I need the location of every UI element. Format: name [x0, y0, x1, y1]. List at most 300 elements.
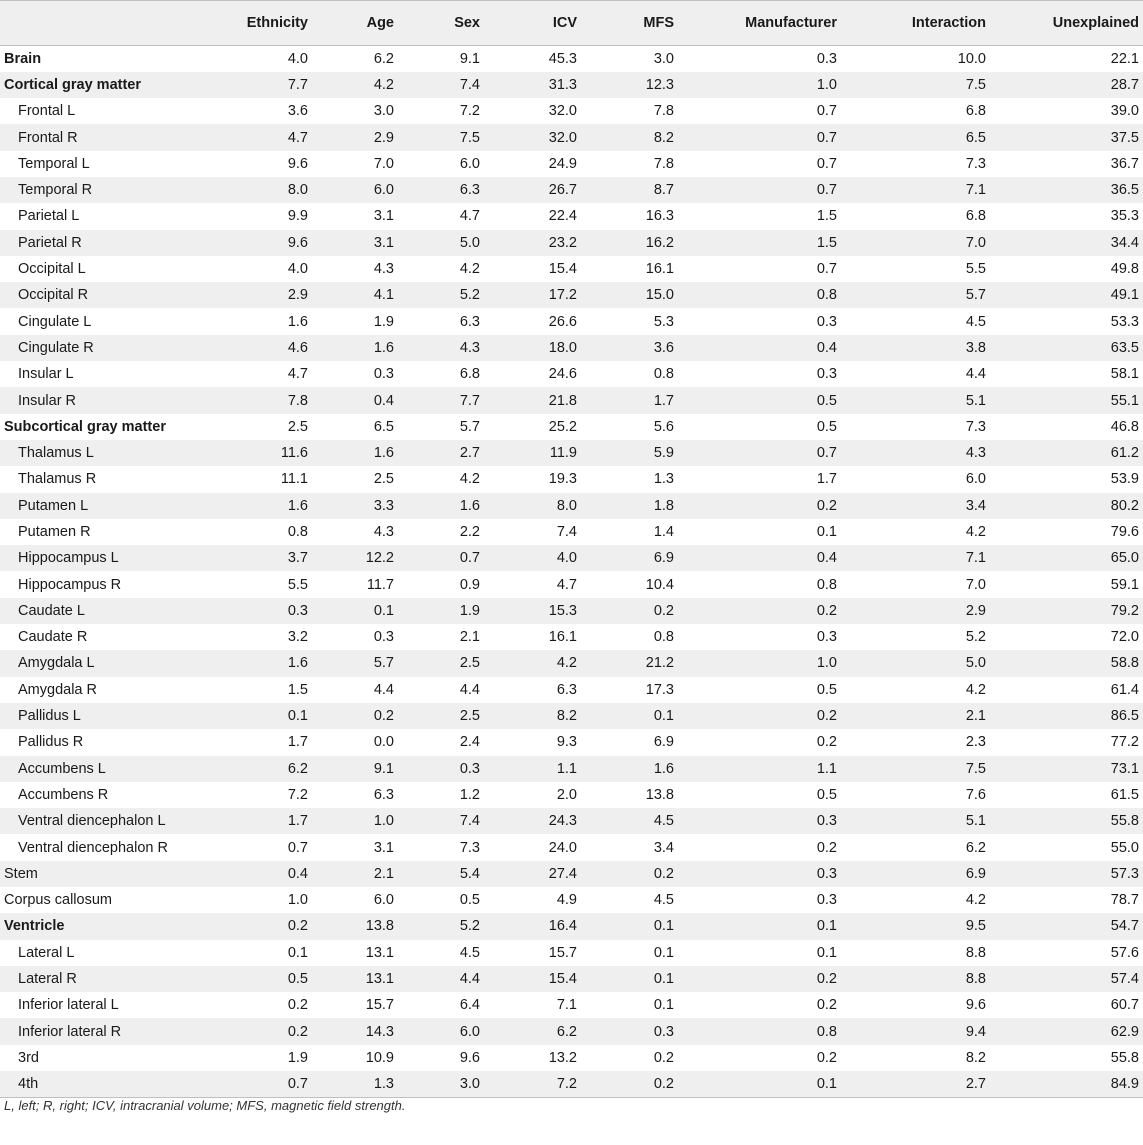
- table-cell: 8.2: [556, 708, 577, 725]
- row-label: Cingulate L: [18, 313, 92, 330]
- table-cell: 22.1: [1110, 50, 1139, 67]
- table-cell: 2.1: [459, 629, 480, 646]
- table-cell: 1.7: [287, 813, 308, 830]
- table-cell: 5.2: [459, 287, 480, 304]
- table-cell: 1.9: [287, 1049, 308, 1066]
- table-cell: 2.9: [287, 287, 308, 304]
- table-cell: 3.8: [965, 339, 986, 356]
- table-cell: 13.8: [365, 918, 394, 935]
- table-cell: 3.0: [653, 50, 674, 67]
- table-cell: 4.2: [373, 76, 394, 93]
- table-cell: 0.8: [816, 287, 837, 304]
- table-cell: 0.3: [816, 629, 837, 646]
- table-cell: 3.4: [653, 839, 674, 856]
- table-cell: 0.1: [653, 997, 674, 1014]
- table-cell: 4.2: [459, 471, 480, 488]
- table-cell: 6.0: [459, 1023, 480, 1040]
- column-header: Interaction: [841, 1, 990, 46]
- row-label: Cingulate R: [18, 339, 94, 356]
- table-row: [0, 203, 1143, 229]
- table-cell: 16.4: [548, 918, 577, 935]
- table-cell: 0.3: [373, 366, 394, 383]
- row-label: 4th: [0, 1071, 226, 1097]
- table-cell: 32.0: [548, 129, 577, 146]
- row-label: Putamen L: [18, 497, 89, 514]
- table-cell: 1.6: [373, 339, 394, 356]
- table-cell: 7.1: [965, 550, 986, 567]
- row-label: Amygdala L: [18, 655, 95, 672]
- table-cell: 63.5: [1110, 339, 1139, 356]
- table-cell: 10.4: [645, 576, 674, 593]
- table-cell: 7.8: [653, 103, 674, 120]
- table-cell: 0.1: [287, 944, 308, 961]
- table-cell: 5.7: [373, 655, 394, 672]
- table-cell: 4.4: [965, 366, 986, 383]
- table-cell: 7.0: [373, 155, 394, 172]
- table-row: [0, 677, 1143, 703]
- table-cell: 7.4: [459, 76, 480, 93]
- table-cell: 57.6: [1110, 944, 1139, 961]
- table-cell: 4.2: [965, 681, 986, 698]
- table-row: [0, 598, 1143, 624]
- table-row: [0, 913, 1143, 939]
- table-cell: 0.1: [653, 944, 674, 961]
- table-cell: 4.0: [556, 550, 577, 567]
- table-cell: 6.2: [556, 1023, 577, 1040]
- table-cell: 7.4: [459, 813, 480, 830]
- table-cell: 0.2: [816, 497, 837, 514]
- table-cell: 0.8: [653, 629, 674, 646]
- table-cell: 55.8: [1110, 1049, 1139, 1066]
- row-label: Hippocampus L: [18, 550, 119, 567]
- table-cell: 4.2: [965, 892, 986, 909]
- table-cell: 0.2: [373, 708, 394, 725]
- table-cell: 0.5: [816, 418, 837, 435]
- table-cell: 55.8: [1110, 813, 1139, 830]
- table-cell: 79.6: [1110, 523, 1139, 540]
- table-cell: 9.9: [287, 208, 308, 225]
- table-cell: 4.6: [287, 339, 308, 356]
- table-cell: 6.0: [373, 182, 394, 199]
- row-label: Ventricle: [4, 918, 65, 935]
- table-cell: 59.1: [1110, 576, 1139, 593]
- table-cell: 0.3: [653, 1023, 674, 1040]
- table-row: [0, 387, 1143, 413]
- table-cell: 79.2: [1110, 602, 1139, 619]
- table-cell: 1.0: [287, 892, 308, 909]
- row-label: Pallidus R: [18, 734, 84, 751]
- table-cell: 6.9: [653, 550, 674, 567]
- table-row: [0, 808, 1143, 834]
- table-row: [0, 729, 1143, 755]
- table-cell: 8.2: [965, 1049, 986, 1066]
- column-header: MFS: [581, 1, 678, 46]
- table-row: [0, 98, 1143, 124]
- row-label: Brain: [4, 50, 42, 67]
- table-cell: 22.4: [548, 208, 577, 225]
- table-cell: 7.3: [965, 155, 986, 172]
- table-cell: 6.2: [373, 50, 394, 67]
- table-cell: 9.1: [373, 760, 394, 777]
- row-label: Ventral diencephalon R: [18, 839, 168, 856]
- table-body: [0, 46, 1143, 1098]
- table-cell: 1.5: [287, 681, 308, 698]
- table-cell: 60.7: [1110, 997, 1139, 1014]
- table-cell: 9.5: [965, 918, 986, 935]
- table-cell: 4.7: [287, 366, 308, 383]
- table-cell: 21.8: [548, 392, 577, 409]
- table-row: [0, 177, 1143, 203]
- table-cell: 77.2: [1110, 734, 1139, 751]
- table-cell: 6.0: [373, 892, 394, 909]
- table-cell: 1.6: [287, 655, 308, 672]
- table-cell: 18.0: [548, 339, 577, 356]
- row-label: Thalamus R: [18, 471, 97, 488]
- table-row: [0, 782, 1143, 808]
- table-cell: 1.2: [459, 786, 480, 803]
- table-cell: 80.2: [1110, 497, 1139, 514]
- row-label: Temporal L: [18, 155, 90, 172]
- table-cell: 28.7: [1110, 76, 1139, 93]
- table-cell: 0.7: [816, 261, 837, 278]
- table-cell: 9.6: [459, 1049, 480, 1066]
- table-cell: 4.2: [965, 523, 986, 540]
- table-cell: 0.9: [459, 576, 480, 593]
- table-cell: 11.1: [280, 471, 308, 488]
- table-cell: 4.5: [653, 813, 674, 830]
- table-cell: 53.3: [1110, 313, 1139, 330]
- table-row: [0, 124, 1143, 150]
- table-cell: 7.4: [556, 523, 577, 540]
- column-header: ICV: [484, 1, 581, 46]
- table-cell: 5.7: [965, 287, 986, 304]
- table-cell: 0.4: [287, 865, 308, 882]
- table-row: [0, 308, 1143, 334]
- table-cell: 24.9: [548, 155, 577, 172]
- table-cell: 24.0: [548, 839, 577, 856]
- table-cell: 34.4: [1110, 234, 1139, 251]
- row-label: Subcortical gray matter: [4, 418, 166, 435]
- table-cell: 2.9: [373, 129, 394, 146]
- table-cell: 4.0: [287, 261, 308, 278]
- table-footnote: L, left; R, right; ICV, intracranial volume; MFS, magnetic field strength.: [4, 1098, 406, 1113]
- table-cell: 5.1: [965, 392, 986, 409]
- table-cell: 9.4: [965, 1023, 986, 1040]
- row-label: Frontal L: [18, 103, 76, 120]
- table-row: [0, 230, 1143, 256]
- table-cell: 13.1: [365, 944, 394, 961]
- table-cell: 61.5: [1110, 786, 1139, 803]
- column-header: Sex: [398, 1, 484, 46]
- table-cell: 32.0: [548, 103, 577, 120]
- table-cell: 45.3: [548, 50, 577, 67]
- table-cell: 16.2: [645, 234, 674, 251]
- table-cell: 3.4: [965, 497, 986, 514]
- table-row: [0, 887, 1143, 913]
- table-cell: 9.6: [965, 997, 986, 1014]
- table-cell: 1.7: [287, 734, 308, 751]
- table-cell: 4.4: [459, 681, 480, 698]
- table-cell: 0.1: [653, 918, 674, 935]
- table-cell: 6.8: [965, 103, 986, 120]
- table-cell: 58.1: [1110, 366, 1139, 383]
- column-header-region: [0, 1, 226, 46]
- row-label: Amygdala R: [18, 681, 97, 698]
- row-label: Accumbens R: [18, 786, 109, 803]
- table-cell: 1.3: [312, 1071, 398, 1097]
- table-cell: 10.9: [365, 1049, 394, 1066]
- row-label: Thalamus L: [18, 445, 94, 462]
- table-cell: 5.7: [459, 418, 480, 435]
- table-cell: 3.1: [373, 839, 394, 856]
- header-row: [0, 1, 1143, 46]
- table-cell: 2.0: [556, 786, 577, 803]
- table-cell: 2.7: [841, 1071, 990, 1097]
- column-header: Unexplained: [990, 1, 1143, 46]
- row-label: Parietal L: [18, 208, 80, 225]
- table-cell: 0.5: [816, 786, 837, 803]
- table-row: [0, 756, 1143, 782]
- table-cell: 15.4: [548, 261, 577, 278]
- table-cell: 58.8: [1110, 655, 1139, 672]
- table-cell: 0.7: [459, 550, 480, 567]
- table-row: [0, 256, 1143, 282]
- table-cell: 36.7: [1110, 155, 1139, 172]
- table-cell: 10.0: [957, 50, 986, 67]
- table-cell: 4.1: [373, 287, 394, 304]
- table-cell: 0.2: [816, 734, 837, 751]
- table-cell: 11.9: [549, 445, 577, 462]
- table-cell: 7.5: [459, 129, 480, 146]
- table-cell: 7.2: [459, 103, 480, 120]
- table-cell: 4.9: [556, 892, 577, 909]
- table-cell: 4.4: [373, 681, 394, 698]
- table-cell: 6.2: [965, 839, 986, 856]
- table-cell: 6.5: [373, 418, 394, 435]
- column-header: Manufacturer: [678, 1, 841, 46]
- table-cell: 9.6: [287, 155, 308, 172]
- row-label: 3rd: [18, 1049, 39, 1066]
- table-cell: 4.7: [556, 576, 577, 593]
- table-cell: 0.8: [287, 523, 308, 540]
- table-cell: 37.5: [1110, 129, 1139, 146]
- table-cell: 3.7: [287, 550, 308, 567]
- table-cell: 0.3: [816, 892, 837, 909]
- table-cell: 3.0: [373, 103, 394, 120]
- table-cell: 61.4: [1110, 681, 1139, 698]
- table-cell: 1.8: [653, 497, 674, 514]
- row-label: Caudate R: [18, 629, 88, 646]
- table-cell: 54.7: [1110, 918, 1139, 935]
- table-cell: 1.6: [459, 497, 480, 514]
- table-cell: 1.3: [653, 471, 674, 488]
- table-cell: 0.3: [816, 313, 837, 330]
- table-row: [0, 361, 1143, 387]
- table-cell: 3.1: [373, 234, 394, 251]
- table-cell: 1.6: [373, 445, 394, 462]
- row-label: Occipital L: [18, 261, 86, 278]
- table-cell: 8.8: [965, 944, 986, 961]
- table-cell: 0.5: [287, 971, 308, 988]
- table-cell: 6.9: [653, 734, 674, 751]
- table-cell: 0.2: [653, 602, 674, 619]
- table-cell: 1.6: [653, 760, 674, 777]
- column-header: Age: [312, 1, 398, 46]
- table-cell: 4.7: [459, 208, 480, 225]
- table-cell: 19.3: [548, 471, 577, 488]
- table-cell: 12.2: [365, 550, 394, 567]
- table-cell: 1.7: [816, 471, 837, 488]
- table-row: [0, 519, 1143, 545]
- table-cell: 9.1: [459, 50, 480, 67]
- table-cell: 0.2: [816, 997, 837, 1014]
- table-cell: 2.7: [459, 445, 480, 462]
- table-cell: 0.7: [226, 1071, 312, 1097]
- table-cell: 0.5: [459, 892, 480, 909]
- table-cell: 5.0: [965, 655, 986, 672]
- table-cell: 0.3: [816, 813, 837, 830]
- row-label: Inferior lateral R: [18, 1023, 122, 1040]
- table-cell: 35.3: [1110, 208, 1139, 225]
- table-cell: 4.3: [965, 445, 986, 462]
- table-cell: 1.9: [373, 313, 394, 330]
- table-cell: 26.6: [548, 313, 577, 330]
- table-cell: 0.1: [816, 523, 837, 540]
- table-cell: 7.0: [965, 234, 986, 251]
- table-cell: 0.7: [816, 103, 837, 120]
- table-cell: 49.1: [1110, 287, 1139, 304]
- table-cell: 0.3: [816, 50, 837, 67]
- table-cell: 7.7: [459, 392, 480, 409]
- table-cell: 7.6: [965, 786, 986, 803]
- table-cell: 1.1: [816, 760, 837, 777]
- table-cell: 2.5: [459, 655, 480, 672]
- table-cell: 6.2: [287, 760, 308, 777]
- table-cell: 1.5: [816, 234, 837, 251]
- table-cell: 7.7: [287, 76, 308, 93]
- table-cell: 1.4: [653, 523, 674, 540]
- table-cell: 8.8: [965, 971, 986, 988]
- table-cell: 0.3: [816, 865, 837, 882]
- table-cell: 5.5: [965, 261, 986, 278]
- table-cell: 1.0: [816, 76, 837, 93]
- table-row: [0, 861, 1143, 887]
- table-cell: 24.6: [548, 366, 577, 383]
- row-label: Inferior lateral L: [18, 997, 119, 1014]
- table-cell: 7.8: [287, 392, 308, 409]
- table-cell: 11.6: [280, 445, 308, 462]
- table-cell: 0.1: [678, 1071, 841, 1097]
- table-cell: 0.2: [816, 839, 837, 856]
- table-cell: 72.0: [1110, 629, 1139, 646]
- table-cell: 4.5: [653, 892, 674, 909]
- table-row: [0, 1018, 1143, 1044]
- table-row: [0, 282, 1143, 308]
- table-cell: 21.2: [645, 655, 674, 672]
- table-cell: 5.3: [653, 313, 674, 330]
- table-cell: 5.1: [965, 813, 986, 830]
- table-cell: 13.8: [645, 786, 674, 803]
- table-cell: 7.5: [965, 760, 986, 777]
- table-cell: 4.5: [459, 944, 480, 961]
- table-cell: 0.8: [816, 576, 837, 593]
- table-cell: 0.1: [653, 708, 674, 725]
- table-cell: 5.2: [459, 918, 480, 935]
- table-row: [0, 571, 1143, 597]
- row-label: Occipital R: [18, 287, 89, 304]
- table-cell: 0.8: [653, 366, 674, 383]
- table-cell: 62.9: [1110, 1023, 1139, 1040]
- table-cell: 0.4: [816, 550, 837, 567]
- table-cell: 0.2: [816, 708, 837, 725]
- table-cell: 6.4: [459, 997, 480, 1014]
- table-cell: 5.0: [459, 234, 480, 251]
- table-cell: 0.3: [816, 366, 837, 383]
- table-cell: 24.3: [548, 813, 577, 830]
- row-label: Caudate L: [18, 602, 85, 619]
- table-row: [0, 1071, 1143, 1097]
- table-cell: 8.0: [287, 182, 308, 199]
- table-cell: 0.3: [459, 760, 480, 777]
- table-cell: 6.5: [965, 129, 986, 146]
- table-cell: 11.7: [366, 576, 394, 593]
- table-cell: 3.6: [653, 339, 674, 356]
- row-label: Accumbens L: [18, 760, 106, 777]
- table-cell: 15.3: [548, 602, 577, 619]
- table-cell: 1.0: [373, 813, 394, 830]
- table-cell: 15.0: [645, 287, 674, 304]
- table-cell: 7.1: [965, 182, 986, 199]
- table-cell: 4.4: [459, 971, 480, 988]
- table-cell: 0.1: [816, 944, 837, 961]
- table-cell: 73.1: [1110, 760, 1139, 777]
- table-cell: 15.7: [365, 997, 394, 1014]
- table-cell: 16.1: [645, 261, 674, 278]
- table-cell: 25.2: [548, 418, 577, 435]
- row-label: Insular L: [18, 366, 74, 383]
- table-cell: 1.9: [459, 602, 480, 619]
- table-cell: 0.7: [816, 129, 837, 146]
- table-row: [0, 966, 1143, 992]
- table-row: [0, 545, 1143, 571]
- table-cell: 5.4: [459, 865, 480, 882]
- table-row: [0, 1045, 1143, 1071]
- table-cell: 2.5: [373, 471, 394, 488]
- table-cell: 3.1: [373, 208, 394, 225]
- table-row: [0, 466, 1143, 492]
- table-cell: 6.3: [556, 681, 577, 698]
- row-label: Hippocampus R: [18, 576, 122, 593]
- table-cell: 0.3: [287, 602, 308, 619]
- row-label: Frontal R: [18, 129, 78, 146]
- table-cell: 46.8: [1110, 418, 1139, 435]
- table-cell: 1.5: [816, 208, 837, 225]
- table-cell: 0.7: [816, 155, 837, 172]
- table-cell: 0.5: [816, 392, 837, 409]
- table-cell: 3.2: [287, 629, 308, 646]
- table-cell: 2.4: [459, 734, 480, 751]
- row-label: Corpus callosum: [4, 892, 112, 909]
- table-cell: 7.3: [965, 418, 986, 435]
- table-cell: 0.1: [287, 708, 308, 725]
- table-cell: 78.7: [1110, 892, 1139, 909]
- table-cell: 26.7: [548, 182, 577, 199]
- table-cell: 1.7: [653, 392, 674, 409]
- table-cell: 4.2: [459, 261, 480, 278]
- table-cell: 0.4: [816, 339, 837, 356]
- table-cell: 23.2: [548, 234, 577, 251]
- table-cell: 2.5: [459, 708, 480, 725]
